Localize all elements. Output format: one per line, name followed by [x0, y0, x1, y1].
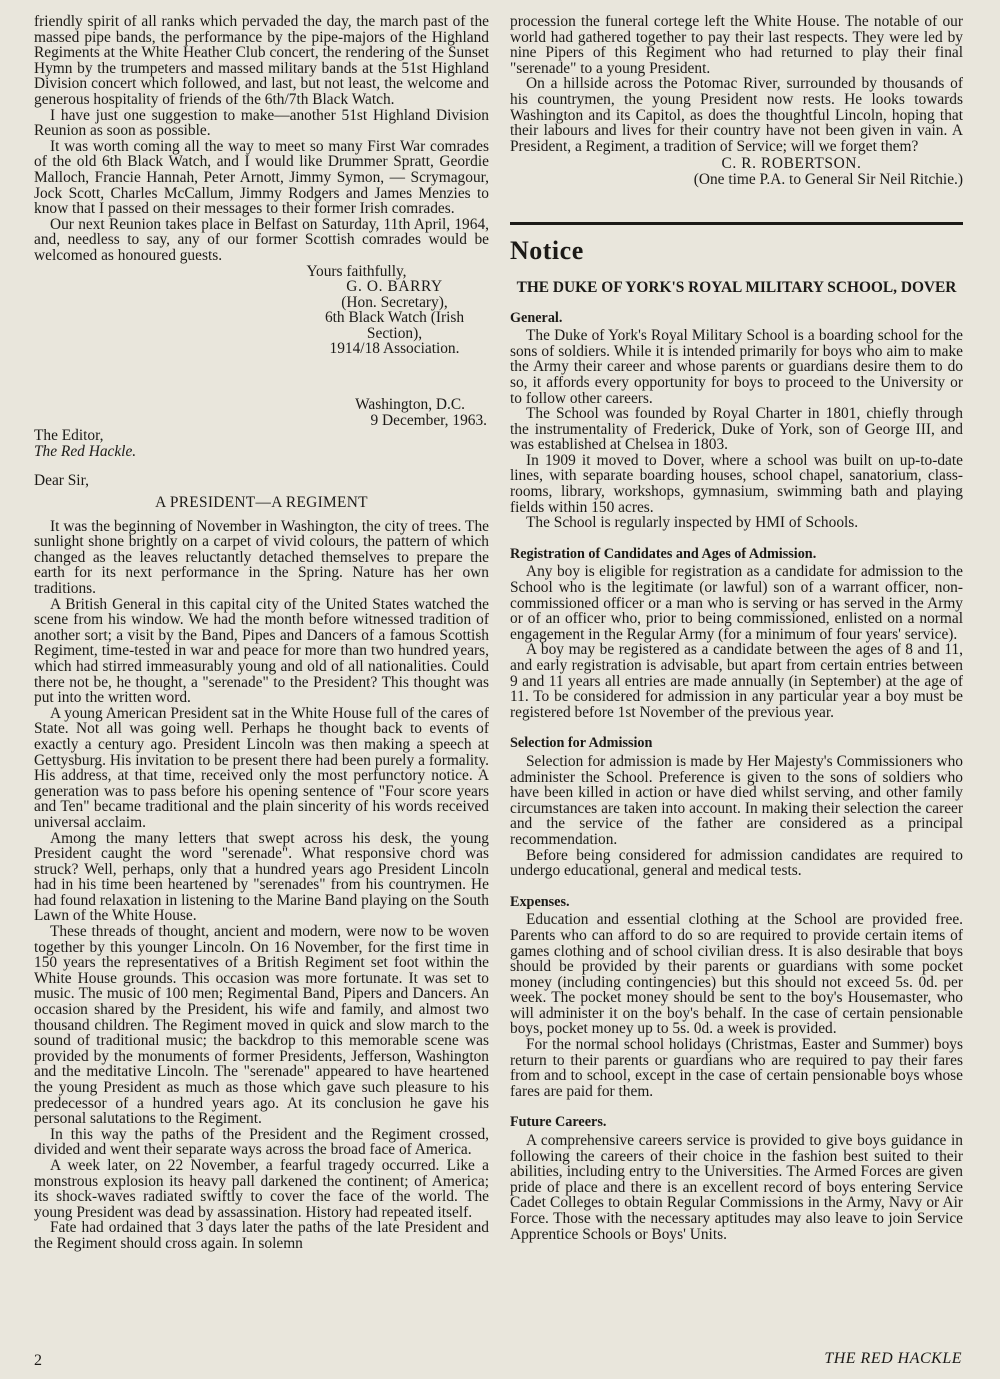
- letter-title: A PRESIDENT—A REGIMENT: [155, 494, 368, 512]
- page-number: 2: [34, 1352, 42, 1369]
- body-paragraph: Our next Reunion takes place in Belfast on Saturday, 11th April, 1964, and, needless to say, any of our former Scottish comrades would be welcomed as honoured guests.: [34, 215, 489, 264]
- body-paragraph: Among the many letters that swept across his desk, the young President caught the word "serenade". What responsive chord was struck? Well, perhaps, only that a hundred years ago President Lincoln had in his time been heartened by "serenades" from his countrymen. He had found relaxation in listening to the Marine Band playing on the South Lawn of the White House.: [34, 829, 489, 925]
- body-paragraph: Before being considered for admission candidates are required to undergo educational, general and medical tests.: [510, 846, 963, 880]
- body-paragraph: friendly spirit of all ranks which pervaded the day, the march past of the massed pipe bands, the performance by the pipe-majors of the Highland Regiments at the White Heather Club concert, the rendering of the Sunset Hymn by the trumpeters and massed military bands at the 51st Highland Division concert which followed, and last, but not least, the welcome and generous hospitality of friends of the 6th/7th Black Watch.: [34, 13, 489, 108]
- addressee-line: The Editor,: [34, 427, 104, 445]
- addressee: [34, 428, 489, 459]
- body-paragraph: A boy may be registered as a candidate between the ages of 8 and 11, and early registration is advisable, but apart from certain entries between 9 and 11 years all entries are made annually (in September) at the age of 11. To be considered for admission in any particular year a boy must be registered before 1st November of the previous year.: [510, 641, 963, 721]
- notice-heading: Notice: [510, 235, 584, 265]
- signature-line: 6th Black Watch (Irish Section),: [324, 309, 465, 342]
- publication-name: THE RED HACKLE: [824, 1350, 962, 1367]
- body-paragraph: Education and essential clothing at the School are provided free. Parents who can afford to do so are required to provide certain items of games clothing and of school civilian dress. It is also desirable that boys should be provided by their parents or guardians with some pocket money (including contingencies) but this should not exceed 5s. 0d. per week. The pocket money should be sent to the boy's Housemaster, who will administer it on the boy's behalf. In the case of certain pensionable boys, pocket money up to 5s. 0d. a week is provided.: [510, 911, 963, 1038]
- body-paragraph: For the normal school holidays (Christmas, Easter and Summer) boys return to their parents or guardians who are required to pay their fares from and to school, except in the case of certain pensionable boys whose fares are paid for them.: [510, 1036, 963, 1100]
- section-heading: Registration of Candidates and Ages of Admission.: [510, 545, 817, 562]
- body-paragraph: A week later, on 22 November, a fearful tragedy occurred. Like a monstrous explosion its heavy pall darkened the continent; of America; its shock-waves radiated swiftly to cover the face of the world. The young President was dead by assassination. History had repeated itself.: [34, 1156, 489, 1221]
- body-paragraph: It was worth coming all the way to meet so many First War comrades of the old 6th Black Watch, and I would like Drummer Spratt, Geordie Malloch, Francie Hannah, Peter Arnott, Jimmy Symon, — Scrymagour, Jock Scott, Charles McCallum, Jimmy Rodgers and James Menzies to know that I passed on their messages to their former Irish comrades.: [34, 137, 489, 218]
- right-column: [510, 14, 963, 1242]
- signature-block-robertson: [620, 156, 963, 187]
- signature-line: (Hon. Secretary),: [341, 293, 448, 311]
- addressee-publication: The Red Hackle.: [34, 442, 137, 460]
- body-paragraph: These threads of thought, ancient and modern, were now to be woven together by this younger Lincoln. On 16 November, for the first time in 150 years the representatives of a British Regiment set foot within the White House grounds. This occasion was more fortunate. It was set to music. The music of 100 men; Regimental Band, Pipers and Dancers. An occasion shared by the President, his wife and family, and almost two thousand children. The Regiment moved in quick and slow march to the sound of traditional music; the backdrop to this memorable scene was provided by the monuments of former Presidents, Jefferson, Washington and the meditative Lincoln. The "serenade" appeared to have heartened the young President as much as those which gave such pleasure to his predecessor of a hundred years ago. At its conclusion he gave his personal salutations to the Regiment.: [34, 923, 489, 1128]
- body-paragraph: procession the funeral cortege left the White House. The notable of our world had gathered together to pay their last respects. They were led by nine Pipers of this Regiment who had returned to play their final "serenade" to a young President.: [510, 13, 963, 77]
- body-paragraph: Selection for admission is made by Her Majesty's Commissioners who administer the School. Preference is given to the sons of soldiers who have been killed in action or have died whilst serving, and other family circumstances are taken into account. In making their selection the career and the service of the father are considered as a principal recommendation.: [510, 752, 963, 848]
- signature-name: G. O. BARRY: [346, 278, 443, 296]
- notice-title: THE DUKE OF YORK'S ROYAL MILITARY SCHOOL, DOVER: [516, 278, 957, 296]
- body-paragraph: Any boy is eligible for registration as a candidate for admission to the School who is the legitimate (or lawful) son of a warrant officer, non-commissioned officer or a man who is serving or has served in the Army or of an officer who, prior to being commissioned, enlisted on a normal engagement in the Regular Army (for a minimum of four years' service).: [510, 563, 963, 643]
- body-paragraph: A comprehensive careers service is provided to give boys guidance in following the careers of their choice in the fashion best suited to their abilities, including entry to the Universities. The Armed Forces are given pride of place and there is an excellent record of boys entering Service Cadet Colleges to obtain Regular Commissions in the Army, Navy or Air Force. Those with the necessary aptitudes may also leave to join Service Apprentice Schools or Boys' Units.: [510, 1132, 963, 1243]
- dateline-date: 9 December, 1963.: [370, 411, 487, 429]
- body-paragraph: On a hillside across the Potomac River, surrounded by thousands of his countrymen, the young President now rests. He looks towards Washington and its Capitol, as does the thoughtful Lincoln, hoping that their labours and lives for their country have not been given in vain. A President, a Regiment, a tradition of Service; will we forget them?: [510, 75, 963, 155]
- section-divider: [510, 222, 963, 225]
- body-paragraph: In 1909 it moved to Dover, where a school was built on up-to-date lines, with separate boarding houses, school chapel, sanatorium, class-rooms, library, workshops, gymnasium, swimming bath and playing fields within 150 acres.: [510, 451, 963, 516]
- body-paragraph: In this way the paths of the President and the Regiment crossed, divided and went their separate ways across the broad face of America.: [34, 1125, 489, 1159]
- section-heading: General.: [510, 309, 563, 326]
- body-paragraph: It was the beginning of November in Washington, the city of trees. The sunlight shone brightly on a carpet of vivid colours, the pattern of which changed as the leaves reluctantly detached themselves to prepare the earth for its next performance in the Spring. Nature has her own traditions.: [34, 517, 489, 597]
- section-heading: Future Careers.: [510, 1114, 607, 1131]
- body-paragraph: Fate had ordained that 3 days later the paths of the late President and the Regiment should cross again. In solemn: [34, 1219, 489, 1252]
- body-paragraph: The Duke of York's Royal Military School is a boarding school for the sons of soldiers. While it is intended primarily for boys who aim to make the Army their career and whose parents or guardians desire them to do so, it affords every opportunity for boys to proceed to the University or to follow other careers.: [510, 327, 963, 407]
- body-paragraph: A British General in this capital city of the United States watched the scene from his window. We had the month before witnessed tradition of another sort; a visit by the Band, Pipes and Dancers of a famous Scottish Regiment, time-tested in war and peace for more than two hundred years, which had stirred immeasurably young and old of all nationalities. Could there not be, he thought, a "serenade" to the President? This thought was put into the written word.: [34, 595, 489, 707]
- body-paragraph: A young American President sat in the White House full of the cares of State. Not all was going well. Perhaps he thought back to events of exactly a century ago. President Lincoln was then making a speech at Gettysburg. His invitation to be present there had been purely a formality. His address, at that time, received only the most perfunctory notice. A generation was to pass before his opening sentence of "Four score years and Ten" became traditional and the plain sincerity of his words received universal acclaim.: [34, 704, 489, 831]
- signoff: Yours faithfully,: [306, 262, 407, 280]
- body-paragraph: The School was founded by Royal Charter in 1801, chiefly through the instrumentality of Frederick, Duke of York, son of George III, and was established at Chelsea in 1803.: [510, 405, 963, 454]
- left-column: [34, 14, 489, 1252]
- section-heading: Selection for Admission: [510, 735, 653, 752]
- signature-role: (One time P.A. to General Sir Neil Ritchie.): [693, 170, 963, 188]
- dateline-place: Washington, D.C.: [355, 396, 465, 414]
- signature-name: C. R. ROBERTSON.: [721, 155, 862, 173]
- section-heading: Expenses.: [510, 893, 570, 910]
- body-paragraph: The School is regularly inspected by HMI of Schools.: [526, 514, 859, 532]
- body-paragraph: I have just one suggestion to make—another 51st Highland Division Reunion as soon as possible.: [34, 106, 489, 140]
- signature-block-barry: [300, 279, 489, 357]
- salutation: Dear Sir,: [34, 472, 89, 490]
- dateline: [34, 397, 489, 428]
- signature-line: 1914/18 Association.: [329, 340, 460, 358]
